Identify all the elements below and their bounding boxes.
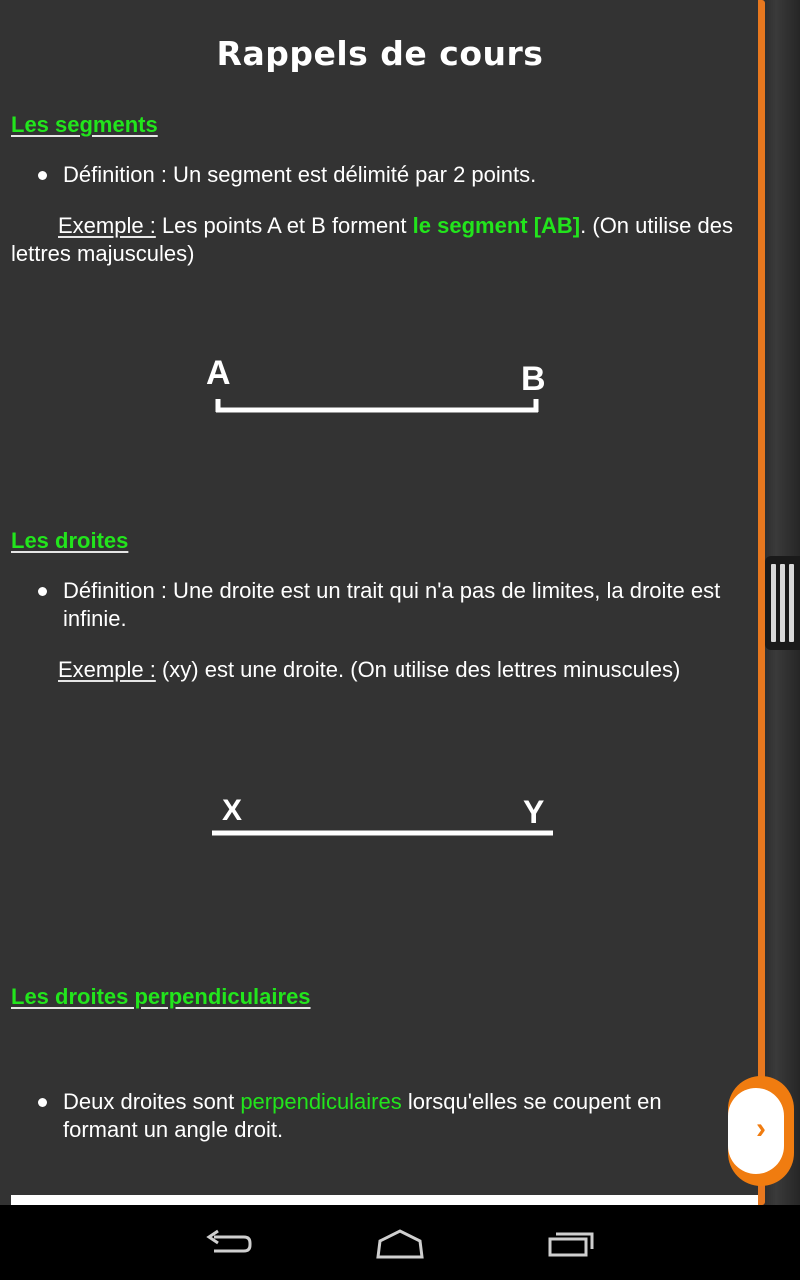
droite-x-label: X [222,794,243,827]
droite-definition-text: Définition : Une droite est un trait qui n'a pas de limites, la droite est infinie. [63,578,721,631]
next-figure-preview [11,1195,760,1205]
grip-icon [780,564,785,642]
perpendiculaires-definition-text [63,1088,733,1144]
perp-highlight: perpendiculaires [240,1089,402,1114]
droite-example-label: Exemple : [58,657,156,682]
bullet-icon [38,1098,47,1107]
grip-icon [789,564,794,642]
segment-example-highlight: le segment [AB] [412,213,581,238]
segment-definition-text: Définition : Un segment est délimité par 2 points. [63,162,537,187]
home-icon[interactable] [370,1223,430,1263]
system-navigation-bar [0,1205,800,1280]
back-icon[interactable] [200,1223,260,1263]
perpendiculaires-definition [38,1088,733,1144]
segment-ab-diagram [210,395,550,420]
droite-y-label: Y [523,794,545,830]
segment-definition [38,161,738,189]
segment-point-a-label: A [206,354,231,392]
page-title: Rappels de cours [216,34,544,73]
next-page-button[interactable] [728,1076,794,1186]
bullet-icon [38,587,47,596]
section-heading-droites: Les droites [11,528,129,553]
grip-icon [771,564,776,642]
droite-definition [38,577,746,633]
droite-example-text: (xy) est une droite. (On utilise des lettres minuscules) [155,657,681,682]
droite-example [58,656,748,684]
panel-edge [758,0,765,1205]
section-heading-segments: Les segments [11,112,158,137]
segment-example-text: Les points A et B forment [155,213,413,238]
recent-apps-icon[interactable] [542,1223,602,1263]
bullet-icon [38,171,47,180]
page-drag-handle[interactable] [765,556,800,650]
perp-text-end: lorsqu'elles se coupent en formant un angle droit. [63,1089,662,1142]
segment-example-label: Exemple : [58,213,156,238]
chevron-right-icon: › [756,1112,766,1145]
segment-example-end: . (On utilise des lettres majuscules) [11,213,733,266]
droite-xy-diagram [212,828,557,838]
section-heading-perpendiculaires: Les droites perpendiculaires [11,984,311,1009]
perp-text-start: Deux droites sont [63,1089,241,1114]
segment-example [11,212,746,268]
segment-point-b-label: B [521,360,546,398]
